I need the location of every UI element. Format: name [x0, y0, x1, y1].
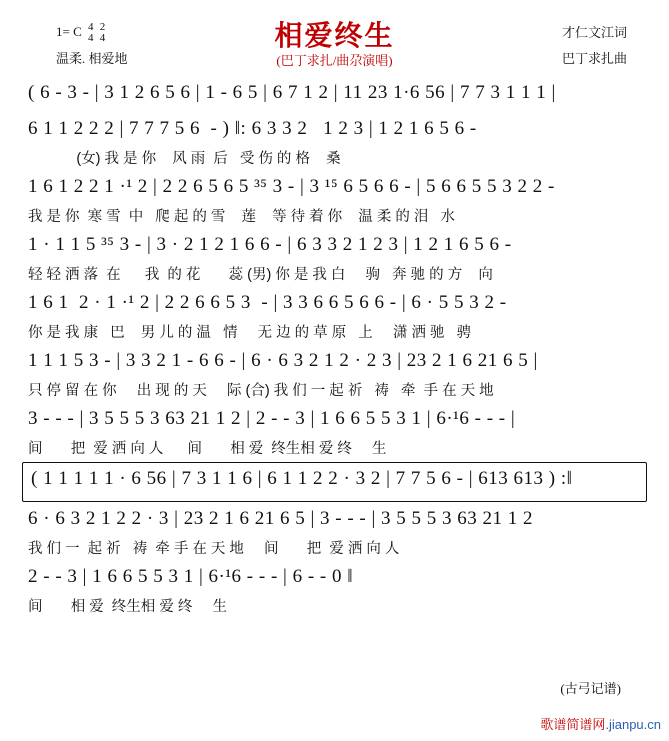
lyrics-line: 我 们 一 起 祈 祷 牵 手 在 天 地 间 把 爱 洒 向 人	[28, 541, 400, 557]
sheet-header	[0, 0, 669, 78]
lyricist-credit: 才仁文江词	[561, 25, 627, 40]
notation-line: ( 1 1 1 1 1 · 6 56 | 7 3 1 1 6 | 6 1 1 2 2 · 3 2 | 7 7 5 6 - | 613 613 ) :‖	[31, 468, 573, 489]
notation-line: 1 1 1 5 3 - | 3 3 2 1 - 6 6 - | 6 · 6 3 2 1 2 · 2 3 | 23 2 1 6 21 6 5 |	[28, 350, 538, 371]
key-label: 1= C	[56, 23, 82, 39]
lyrics-line: (女) 我 是 你 风 雨 后 受 伤 的 格 桑	[28, 151, 341, 167]
music-systems	[0, 78, 669, 618]
music-system	[18, 288, 651, 344]
watermark-site-name: 歌谱简谱网	[540, 717, 606, 732]
music-system	[18, 230, 651, 286]
song-subtitle: (巴丁求扎/曲尕演唱)	[276, 53, 393, 68]
time-sig-2-numerator: 2	[99, 21, 106, 33]
lyrics-line: 你 是 我 康 巴 男 儿 的 温 情 无 边 的 草 原 上 潇 洒 驰 骋	[28, 325, 472, 341]
time-sig-1-denominator: 4	[88, 32, 94, 44]
time-sig-2-denominator: 4	[99, 32, 106, 44]
repeat-section-box	[22, 462, 647, 502]
music-system	[18, 404, 651, 460]
notation-line: ( 6 - 3 - | 3 1 2 6 5 6 | 1 - 6 5 | 6 7 1 2 | 11 23 1·6 56 | 7 7 3 1 1 1 |	[28, 82, 556, 103]
notation-line: 6 1 1 2 2 2 | 7 7 7 5 6 - ) ‖: 6 3 3 2 1 2 3 | 1 2 1 6 5 6 -	[28, 118, 477, 139]
lyrics-line: 我 是 你 寒 雪 中 爬 起 的 雪 莲 等 待 着 你 温 柔 的 泪 水	[28, 209, 455, 225]
song-title: 相爱终生	[274, 21, 395, 52]
music-system	[18, 78, 651, 112]
lyrics-line: 只 停 留 在 你 出 现 的 天 际 (合) 我 们 一 起 祈 祷 牵 手 在 天 地	[28, 383, 494, 399]
music-system	[23, 464, 646, 498]
notation-line: 1 6 1 2 · 1 ·¹ 2 | 2 2 6 6 5 3 - | 3 3 6 6 5 6 6 - | 6 · 5 5 3 2 -	[28, 292, 507, 313]
notation-line: 3 - - - | 3 5 5 5 3 63 21 1 2 | 2 - - 3 | 1 6 6 5 5 3 1 | 6·¹6 - - - |	[28, 408, 516, 429]
watermark-site-url: .jianpu.cn	[605, 717, 661, 732]
notation-line: 2 - - 3 | 1 6 6 5 5 3 1 | 6·¹6 - - - | 6 - - 0 ‖	[28, 566, 354, 587]
lyrics-line: 间 相 爱 终生相 爱 终 生	[28, 599, 227, 615]
composer-credit: 巴丁求扎曲	[561, 51, 627, 66]
tempo-mood-marking: 温柔. 相爱地	[56, 51, 128, 66]
lyrics-line: 轻 轻 洒 落 在 我 的 花 蕊 (男) 你 是 我 白 驹 奔 驰 的 方 向	[28, 267, 493, 283]
notation-line: 1 6 1 2 2 1 ·¹ 2 | 2 2 6 5 6 5 ³⁵ 3 - | 3 ¹⁵ 6 5 6 6 - | 5 6 6 5 5 3 2 2 -	[28, 176, 555, 197]
site-watermark	[540, 714, 661, 733]
transcriber-credit: (古弓记谱)	[560, 681, 621, 696]
notation-line: 1 · 1 1 5 ³⁵ 3 - | 3 · 2 1 2 1 6 6 - | 6 3 3 2 1 2 3 | 1 2 1 6 5 6 -	[28, 234, 512, 255]
music-system	[18, 172, 651, 228]
music-system	[18, 114, 651, 170]
music-system	[18, 562, 651, 618]
music-system	[18, 504, 651, 560]
time-sig-1-numerator: 4	[88, 21, 94, 33]
lyrics-line: 间 把 爱 洒 向 人 间 相 爱 终生相 爱 终 生	[28, 441, 387, 457]
music-system	[18, 346, 651, 402]
notation-line: 6 · 6 3 2 1 2 2 · 3 | 23 2 1 6 21 6 5 | 3 - - - | 3 5 5 5 3 63 21 1 2	[28, 508, 534, 529]
